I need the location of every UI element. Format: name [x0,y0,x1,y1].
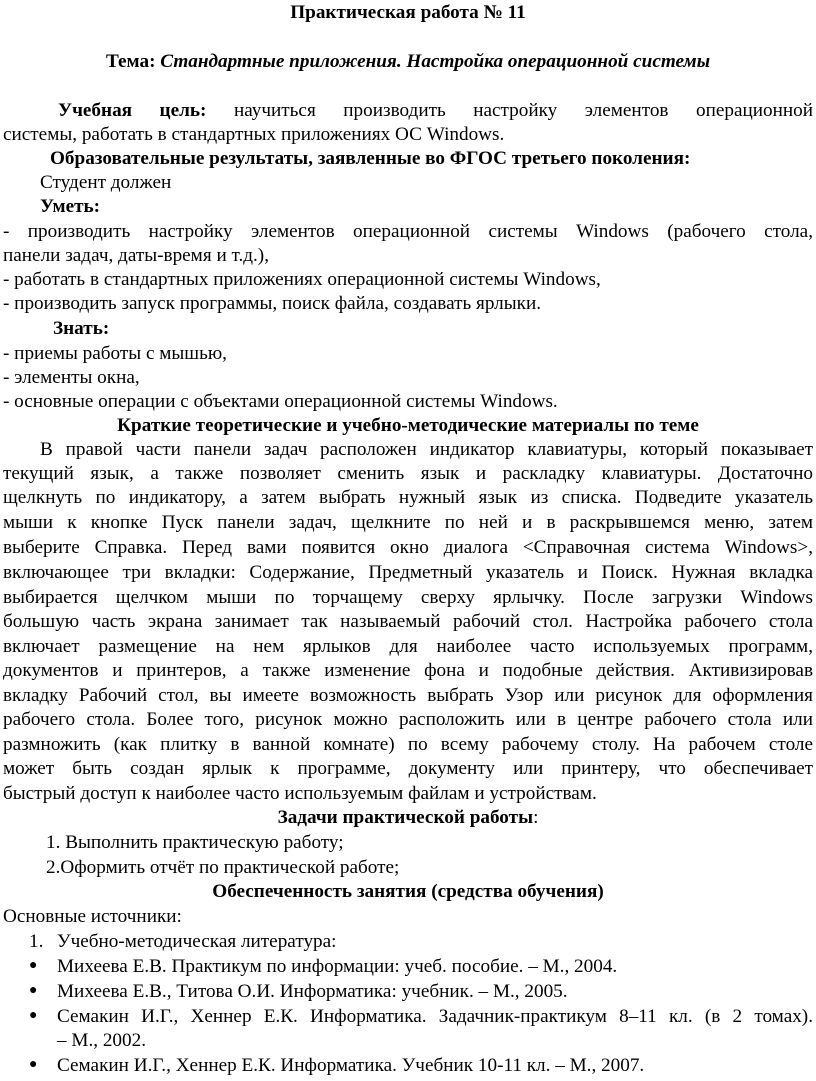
fgos-heading: Образовательные результаты, заявленные во ФГОС третьего поколения: [50,148,691,169]
theory-line: вкладку Рабочий стол, вы имеете возможность выбрать Узор или рисунок для оформления [3,685,813,706]
know-item: - элементы окна, [3,367,140,388]
can-item: панели задач, даты-время и т.д.), [3,245,269,266]
task-item: 1. Выполнить практическую работу; [46,832,344,853]
theory-line: текущий язык, а также позволяет сменить язык и раскладку клавиатуры. Достаточно [3,463,813,484]
book-item: Михеева Е.В. Практикум по информации: учеб. пособие. – М., 2004. [57,956,618,977]
theory-line: быстрый доступ к наиболее часто используемым файлам и устройствам. [3,783,597,804]
know-item: - основные операции с объектами операционной системы Windows. [3,391,558,412]
tasks-heading: Задачи практической работы: [277,807,539,828]
doc-title: Практическая работа № 11 [290,2,526,23]
theory-heading: Краткие теоретические и учебно-методические материалы по теме [117,415,699,436]
theory-line: мыши к кнопке Пуск панели задач, щелкните по ней и в раскрывшемся меню, затем [3,512,813,533]
can-item: - производить запуск программы, поиск файла, создавать ярлыки. [3,293,542,314]
theory-line: может быть создан ярлык к программе, документу или принтеру, что обеспечивает [3,758,813,779]
book-item: Семакин И.Г., Хеннер Е.К. Информатика. Задачник-практикум 8–11 кл. (в 2 томах). [57,1006,813,1027]
task-item: 2.Оформить отчёт по практической работе; [46,857,400,878]
can-item: - производить настройку элементов операционной системы Windows (рабочего стола, [3,221,813,242]
theory-line: размножить (как плитку в ванной комнате) по всему рабочему столу. На рабочем столе [3,734,813,755]
bullet-icon: ● [29,983,38,998]
can-label: Уметь: [40,196,101,217]
theory-line: включающее три вкладки: Содержание, Предметный указатель и Поиск. Нужная вкладка [3,562,813,583]
theory-line: рабочего стола. Более того, рисунок можно расположить или в центре рабочего стола или [3,709,813,730]
support-heading: Обеспеченность занятия (средства обучения) [212,881,604,902]
theory-line: выбирается щелчком мыши по торчащему сверху ярлычку. После загрузки Windows [3,587,813,608]
know-item: - приемы работы с мышью, [3,343,227,364]
can-item: - работать в стандартных приложениях операционной системы Windows, [3,269,601,290]
goal-line-1: Учебная цель: научиться производить настройку элементов операционной [58,100,814,121]
bullet-icon: ● [29,1008,38,1023]
sources-number: 1. [29,931,44,952]
theory-line: большую часть экрана занимает так называемый рабочий стол. Настройка рабочего стола [3,611,813,632]
bullet-icon: ● [29,1057,38,1072]
book-item: Михеева Е.В., Титова О.И. Информатика: учебник. – М., 2005. [57,981,568,1002]
know-label: Знать: [53,318,110,339]
sources-item: Учебно-методическая литература: [57,931,337,952]
student-must: Студент должен [40,172,172,193]
book-item-continued: – М., 2002. [57,1030,147,1051]
bullet-icon: ● [29,958,38,973]
goal-line-2: системы, работать в стандартных приложениях ОС Windows. [3,124,505,145]
theory-line: щелкнуть по индикатору, а затем выбрать нужный язык из списка. Подведите указатель [3,487,813,508]
book-item: Семакин И.Г., Хеннер Е.К. Информатика. Учебник 10-11 кл. – М., 2007. [57,1055,645,1076]
sources-label: Основные источники: [3,906,182,927]
theory-line: В правой части панели задач расположен индикатор клавиатуры, который показывает [40,439,813,460]
theory-line: документов и принтеров, а также изменение фона и подобные действия. Активизировав [3,660,813,681]
topic-line: Тема: Стандартные приложения. Настройка операционной системы [105,51,711,72]
theory-line: выберите Справка. Перед вами появится окно диалога <Справочная система Windows>, [3,537,813,558]
theory-line: включает размещение на нем ярлыков для наиболее часто используемых программ, [3,636,813,657]
